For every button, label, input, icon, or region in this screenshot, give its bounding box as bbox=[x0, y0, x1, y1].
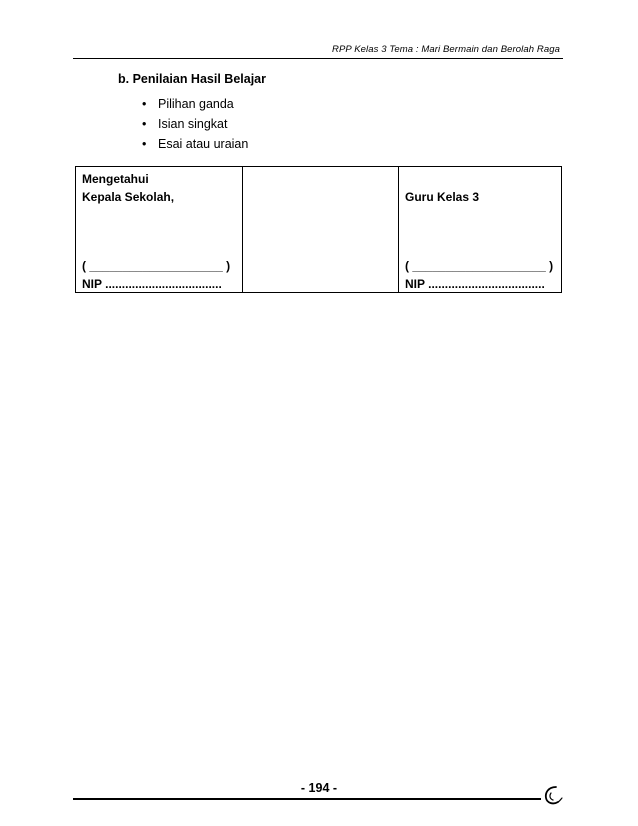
list-item bbox=[142, 134, 248, 154]
signature-table bbox=[75, 166, 562, 293]
list-item-label: Pilihan ganda bbox=[158, 97, 234, 111]
teacher-name-line: ( ____________________ ) bbox=[405, 259, 554, 273]
principal-nip: NIP ................................... bbox=[82, 277, 222, 291]
principal-name-line: ( ____________________ ) bbox=[82, 259, 231, 273]
bullet-icon: • bbox=[142, 117, 147, 131]
header-divider bbox=[73, 58, 563, 59]
teacher-signature-cell bbox=[399, 167, 562, 293]
list-item-label: Isian singkat bbox=[158, 117, 228, 131]
blank-middle-cell bbox=[243, 167, 399, 293]
page-number: - 194 - bbox=[300, 781, 338, 795]
acknowledged-label: Mengetahui bbox=[82, 172, 149, 186]
list-item-label: Esai atau uraian bbox=[158, 137, 249, 151]
list-item bbox=[142, 94, 248, 114]
crescent-swirl-icon bbox=[542, 784, 564, 806]
bullet-icon: • bbox=[142, 137, 147, 151]
principal-title: Kepala Sekolah, bbox=[82, 190, 175, 204]
assessment-list bbox=[142, 94, 248, 154]
bullet-icon: • bbox=[142, 97, 147, 111]
running-header: RPP Kelas 3 Tema : Mari Bermain dan Berolah Raga bbox=[332, 44, 560, 55]
teacher-nip: NIP ................................... bbox=[405, 277, 545, 291]
teacher-title: Guru Kelas 3 bbox=[405, 190, 480, 204]
footer-divider bbox=[73, 798, 541, 800]
section-title: b. Penilaian Hasil Belajar bbox=[118, 72, 266, 86]
list-item bbox=[142, 114, 248, 134]
principal-signature-cell bbox=[76, 167, 243, 293]
